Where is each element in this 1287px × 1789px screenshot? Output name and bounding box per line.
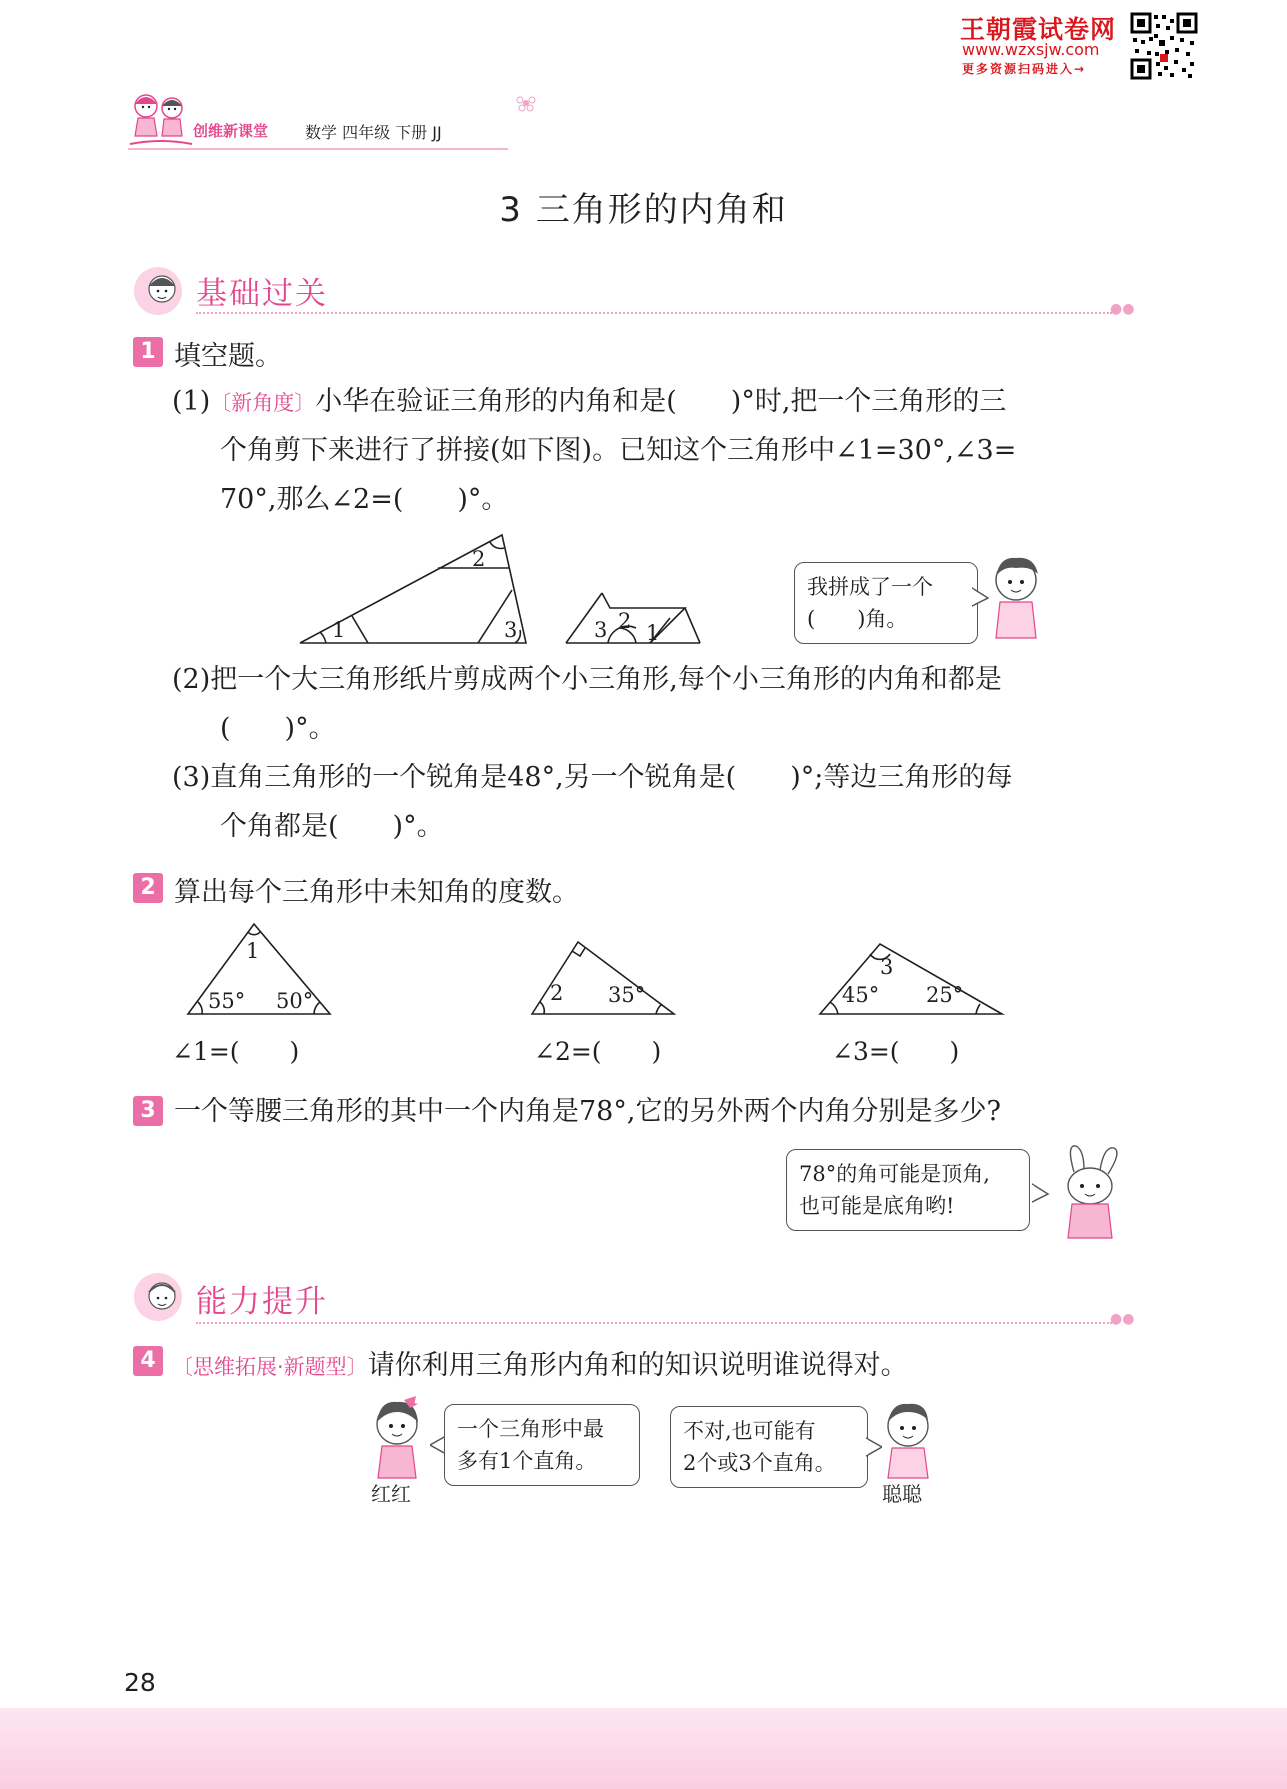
- question-4-title: 请你利用三角形内角和的知识说明谁说得对。: [367, 1350, 908, 1381]
- section-heading-basic: 基础过关: [196, 276, 328, 312]
- q1-part1-line2: 个角剪下来进行了拼接(如下图)。已知这个三角形中∠1=30°,∠3=: [220, 435, 1017, 466]
- triangle-c-unknown-label: 3: [880, 955, 894, 979]
- kids-logo-illustration: [126, 88, 196, 152]
- triangle-c-angle-25: 25°: [926, 983, 964, 1007]
- triangle-a-angle-50: 50°: [276, 989, 314, 1013]
- triangle-a-unknown-label: 1: [246, 939, 260, 963]
- triangle-a-angle-55: 55°: [208, 989, 246, 1013]
- bubble-tail-icon: [1032, 1182, 1050, 1206]
- basic-section-mascot-icon: [132, 264, 188, 318]
- q2-answer-3: ∠3=( ): [832, 1037, 960, 1066]
- q2-triangles-figure: [180, 918, 1020, 1018]
- qr-code-icon[interactable]: [1130, 12, 1198, 80]
- new-angle-tag: 〔新角度〕: [210, 391, 316, 415]
- q1-part2-line1: (2)把一个大三角形纸片剪成两个小三角形,每个小三角形的内角和都是: [172, 664, 1002, 695]
- boy-character-icon: [986, 552, 1046, 642]
- fig-label-3: 3: [504, 618, 518, 642]
- fig-label-2: 2: [472, 547, 486, 571]
- watermark-scan-text: 更多资源扫码进入→: [962, 62, 1087, 76]
- cong-cong-speech-bubble: [670, 1406, 868, 1488]
- fig-label-1: 1: [332, 618, 346, 642]
- q2-answer-1: ∠1=( ): [172, 1037, 300, 1066]
- question-number-2: 2: [133, 873, 163, 903]
- q1-bubble-line1: 我拼成了一个: [807, 575, 933, 599]
- girl-hong-hong-icon: [364, 1394, 430, 1480]
- question-number-1: 1: [133, 337, 163, 367]
- q1-part3-line2: 个角都是( )°。: [220, 811, 444, 842]
- question-4-title-row: [172, 1343, 908, 1382]
- fig-label-1-rearranged: 1: [646, 621, 660, 645]
- question-number-4: 4: [133, 1346, 163, 1376]
- page-number: 28: [124, 1668, 156, 1697]
- watermark-title: 王朝霞试卷网: [960, 15, 1117, 44]
- page-title: 3 三角形的内角和: [499, 190, 788, 230]
- thinking-extension-tag: 〔思维拓展·新题型〕: [172, 1355, 368, 1379]
- section-divider-advanced: [196, 1322, 1112, 1324]
- footer-band: [0, 1708, 1287, 1789]
- advanced-section-mascot-icon: [132, 1270, 188, 1324]
- fig-label-2-rearranged: 2: [618, 609, 632, 633]
- hong-hong-bubble-line2: 多有1个直角。: [457, 1449, 597, 1473]
- fig-label-3-rearranged: 3: [594, 618, 608, 642]
- flower-decoration-icon: [514, 92, 538, 114]
- triangle-c-angle-45: 45°: [842, 983, 880, 1007]
- q3-speech-bubble: [786, 1149, 1030, 1231]
- question-3-title: 一个等腰三角形的其中一个内角是78°,它的另外两个内角分别是多少?: [174, 1096, 1001, 1127]
- question-2-title: 算出每个三角形中未知角的度数。: [174, 877, 579, 908]
- q2-answer-2: ∠2=( ): [534, 1037, 662, 1066]
- header-divider: [128, 148, 508, 150]
- hong-hong-speech-bubble: [444, 1404, 640, 1486]
- triangle-b-angle-35: 35°: [608, 983, 646, 1007]
- cong-cong-bubble-line2: 2个或3个直角。: [683, 1451, 836, 1475]
- section-heading-advanced: 能力提升: [196, 1284, 328, 1320]
- q3-bubble-line1: 78°的角可能是顶角,: [799, 1162, 990, 1186]
- left-speaker-name: 红红: [371, 1482, 411, 1506]
- divider-dots-icon: ●●: [1110, 301, 1135, 317]
- divider-dots-icon: ●●: [1110, 1311, 1135, 1327]
- q1-part2-line2: ( )°。: [220, 713, 336, 744]
- q1-angle-cut-figure: [290, 528, 720, 648]
- q3-bubble-line2: 也可能是底角哟!: [799, 1194, 955, 1218]
- q1-part1-number: (1): [172, 386, 211, 417]
- cong-cong-bubble-line1: 不对,也可能有: [683, 1419, 816, 1443]
- triangle-b-unknown-label: 2: [550, 981, 564, 1005]
- bunny-character-icon: [1052, 1142, 1130, 1242]
- book-info: 数学 四年级 下册 JJ: [305, 123, 442, 142]
- q1-speech-bubble: [794, 562, 978, 644]
- section-divider-basic: [196, 312, 1112, 314]
- q1-part1-line1: [172, 377, 1006, 428]
- question-1-title: 填空题。: [174, 341, 282, 372]
- watermark-url[interactable]: www.wzxsjw.com: [962, 40, 1100, 59]
- question-number-3: 3: [133, 1096, 163, 1126]
- q1-bubble-line2: ( )角。: [807, 607, 908, 631]
- q1-part1-line3: 70°,那么∠2=( )°。: [220, 484, 509, 515]
- q1-part1-text-1: 小华在验证三角形的内角和是( )°时,把一个三角形的三: [315, 386, 1007, 417]
- brand-name: 创维新课堂: [193, 122, 269, 140]
- right-speaker-name: 聪聪: [882, 1482, 922, 1506]
- q1-part3-line1: (3)直角三角形的一个锐角是48°,另一个锐角是( )°;等边三角形的每: [172, 762, 1013, 793]
- boy-cong-cong-icon: [878, 1396, 940, 1480]
- hong-hong-bubble-line1: 一个三角形中最: [457, 1417, 604, 1441]
